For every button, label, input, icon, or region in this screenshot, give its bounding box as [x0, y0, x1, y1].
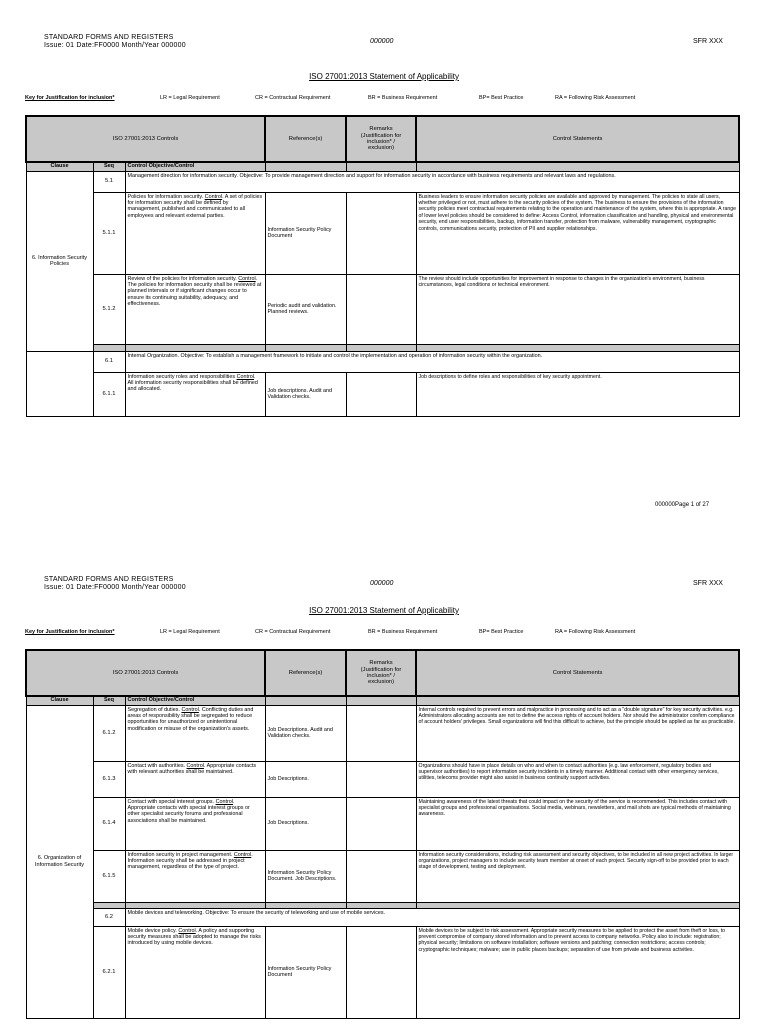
- remarks-line-3: inclusion* /: [367, 139, 396, 145]
- table-row: [26, 171, 739, 192]
- remarks-cell: [346, 926, 416, 1018]
- remarks-line-3: inclusion* /: [367, 673, 396, 679]
- document-title: ISO 27001:2013 Statement of Applicability: [309, 606, 459, 615]
- reference-cell: Job Descriptions. Audit and Validation checks.: [265, 705, 346, 761]
- header-references: Reference(s): [265, 116, 346, 162]
- objective-banner: Mobile devices and teleworking. Objective: To ensure the security of teleworking and use of mobile services.: [125, 908, 739, 926]
- statement-cell: Job descriptions to define roles and responsibilities of key security appointment.: [416, 372, 739, 416]
- subheader-clause: Clause: [26, 696, 93, 705]
- header-ref: SFR XXX: [693, 38, 723, 45]
- key-label: Key for Justification for inclusion*: [25, 95, 115, 101]
- reference-cell: Information Security Policy Document. Job Descriptions.: [265, 850, 346, 902]
- remarks-line-2: (Justification for: [360, 666, 402, 673]
- subheader-objective: Control Objective/Control: [125, 162, 265, 171]
- remarks-line-1: Remarks: [369, 126, 393, 133]
- control-cell: Review of the policies for information security. Control. The policies for information security shall be reviewed at planned intervals or if significant changes occur to ensure its continuing suitability, adequacy, and effectiveness.: [125, 274, 265, 344]
- header-title: STANDARD FORMS AND REGISTERS: [44, 34, 174, 41]
- key-lr: LR = Legal Requirement: [160, 629, 220, 635]
- table-row: [26, 761, 739, 797]
- control-cell: Information security in project management. Control. Information security shall be addressed in project management, regardless of the type of project.: [125, 850, 265, 902]
- header-ref: SFR XXX: [693, 580, 723, 587]
- header-remarks: [346, 116, 416, 162]
- objective-banner: Internal Organization. Objective: To establish a management framework to initiate and control the implementation and operation of information security within the organization.: [125, 351, 739, 372]
- header-code: 000000: [370, 580, 394, 587]
- control-cell: Contact with authorities. Control. Appropriate contacts with relevant authorities shall be maintained.: [125, 761, 265, 797]
- reference-cell: Information Security Policy Document: [265, 192, 346, 274]
- key-cr: CR = Contractual Requirement: [255, 629, 331, 635]
- header-title: STANDARD FORMS AND REGISTERS: [44, 576, 174, 583]
- control-cell: Mobile device policy. Control. A policy and supporting security measures shall be adopted to manage the risks introduced by using mobile devices.: [125, 926, 265, 1018]
- subheader-objective: Control Objective/Control: [125, 696, 265, 705]
- seq-cell: 6.1.2: [93, 705, 125, 761]
- control-cell: Segregation of duties. Control. Conflicting duties and areas of responsibility shall be segregated to reduce opportunities for unauthorized or unintentional modification or misuse of the organization's assets.: [125, 705, 265, 761]
- key-br: BR = Business Requirement: [368, 629, 438, 635]
- header-statements: Control Statements: [416, 650, 739, 696]
- subheader-seq: Seq: [93, 162, 125, 171]
- key-bp: BP= Best Practice: [479, 95, 524, 101]
- remarks-cell: [346, 850, 416, 902]
- doc-header-left: [44, 34, 186, 50]
- statement-cell: Maintaining awareness of the latest threats that could impact on the security of the service is recommended. This includes contact with specialist groups and professional organisations. Social media, webinars, newsletters, and mail shots are typical methods of maintaining awareness.: [416, 797, 739, 850]
- table-row: [26, 344, 739, 351]
- table-row: [26, 908, 739, 926]
- reference-cell: Periodic audit and validation. Planned reviews.: [265, 274, 346, 344]
- key-lr: LR = Legal Requirement: [160, 95, 220, 101]
- seq-cell: 5.1: [93, 171, 125, 192]
- seq-cell: 5.1.2: [93, 274, 125, 344]
- seq-cell: 6.1.5: [93, 850, 125, 902]
- header-issue: Issue: 01 Date:FF0000 Month/Year 000000: [44, 42, 186, 49]
- key-bp: BP= Best Practice: [479, 629, 524, 635]
- soa-table-page-1: [25, 115, 740, 417]
- document-title: ISO 27001:2013 Statement of Applicability: [309, 72, 459, 81]
- header-remarks: [346, 650, 416, 696]
- seq-cell: 5.1.1: [93, 192, 125, 274]
- remarks-cell: [346, 274, 416, 344]
- clause-cell: 6. Information Security Policies: [26, 171, 93, 351]
- key-label: Key for Justification for inclusion*: [25, 629, 115, 635]
- header-controls: ISO 27001:2013 Controls: [26, 650, 265, 696]
- objective-banner: Management direction for information security. Objective: To provide management direction and support for information security in accordance with business requirements and relevant laws and regulations.: [125, 171, 739, 192]
- table-row: [26, 192, 739, 274]
- reference-cell: Job Descriptions.: [265, 797, 346, 850]
- seq-cell: 6.1.3: [93, 761, 125, 797]
- control-cell: Information security roles and responsibilities Control. All information security responsibilities shall be defined and allocated.: [125, 372, 265, 416]
- page-2: [0, 540, 768, 1024]
- table-row: [26, 797, 739, 850]
- remarks-line-4: exclusion): [367, 679, 395, 686]
- key-ra: RA = Following Risk Assessment: [555, 629, 636, 635]
- control-cell: Contact with special interest groups. Control. Appropriate contacts with special interest groups or other specialist security forums and professional associations shall be maintained.: [125, 797, 265, 850]
- page-number: 000000Page 1 of 27: [655, 502, 710, 508]
- seq-cell: 6.2: [93, 908, 125, 926]
- statement-cell: Mobile devices to be subject to risk assessment. Appropriate security measures to be applied to protect the asset from theft or loss, to prevent compromise of company stored information and to prevent access to company networks. Policy also to include: registration; physical security; limitations on software installation; software versions and patching; connection restrictions; access controls; cryptographic techniques; malware; use in public places backups; separation of use from private and business activities.: [416, 926, 739, 1018]
- key-ra: RA = Following Risk Assessment: [555, 95, 636, 101]
- header-controls: ISO 27001:2013 Controls: [26, 116, 265, 162]
- table-row: [26, 274, 739, 344]
- table-row: [26, 705, 739, 761]
- remarks-line-1: Remarks: [369, 660, 393, 667]
- remarks-cell: [346, 192, 416, 274]
- doc-header-left: [44, 576, 186, 592]
- subheader-seq: Seq: [93, 696, 125, 705]
- header-statements: Control Statements: [416, 116, 739, 162]
- seq-cell: 6.1: [93, 351, 125, 372]
- control-cell: Policies for information security. Control. A set of policies for information security shall be defined by management, published and communicated to all employees and relevant external parties.: [125, 192, 265, 274]
- header-references: Reference(s): [265, 650, 346, 696]
- statement-cell: The review should include opportunities for improvement in response to changes in the organization's environment, business circumstances, legal conditions or technical environment.: [416, 274, 739, 344]
- soa-table-page-2: [25, 649, 740, 1019]
- subheader-clause: Clause: [26, 162, 93, 171]
- remarks-line-2: (Justification for: [360, 132, 402, 139]
- remarks-line-4: exclusion): [367, 145, 395, 152]
- remarks-cell: [346, 761, 416, 797]
- seq-cell: 6.1.4: [93, 797, 125, 850]
- table-row: [26, 372, 739, 416]
- remarks-cell: [346, 797, 416, 850]
- clause-cell: 6. Organization of Information Security: [26, 705, 93, 1018]
- table-row: [26, 351, 739, 372]
- clause-cell: [26, 351, 93, 416]
- seq-cell: 6.2.1: [93, 926, 125, 1018]
- table-row: [26, 926, 739, 1018]
- reference-cell: Information Security Policy Document: [265, 926, 346, 1018]
- remarks-cell: [346, 372, 416, 416]
- table-row: [26, 850, 739, 902]
- reference-cell: Job Descriptions.: [265, 761, 346, 797]
- statement-cell: Information security considerations, including risk assessment and security objectives, to be included in all new project activities. In larger organizations, project managers to include security team member at onset of each project. Security sign-off to be provided prior to each stage of development, testing and deployment.: [416, 850, 739, 902]
- header-issue: Issue: 01 Date:FF0000 Month/Year 000000: [44, 584, 186, 591]
- statement-cell: Organizations should have in place details on who and when to contact authorities (e.g. law enforcement, regulatory bodies and supervisor authorities) to report information security incidents in a timely manner. Additional contact with other emergency services, utilities, telecoms provider might also assist in business continuity support activities.: [416, 761, 739, 797]
- reference-cell: Job descriptions. Audit and Validation checks.: [265, 372, 346, 416]
- remarks-cell: [346, 705, 416, 761]
- statement-cell: Business leaders to ensure information security policies are available and approved by management. The policies to state all users, whether privileged or not, must adhere to the security policies of the system. The business to ensure the provisions of the information security policies meet contractual requirements relating to the operation and maintenance of the system, where this is appropriate. A range of lower level policies should be considered to define: Access Control, information classification and handling, physical and environmental security, end user responsibilities, backup, information transfer, protection from malware, vulnerability management, cryptographic controls, communications security, protection of PII and supplier relationships.: [416, 192, 739, 274]
- seq-cell: 6.1.1: [93, 372, 125, 416]
- key-cr: CR = Contractual Requirement: [255, 95, 331, 101]
- key-br: BR = Business Requirement: [368, 95, 438, 101]
- header-code: 000000: [370, 38, 394, 45]
- statement-cell: Internal controls required to prevent errors and malpractice in processing and to act as a "double signature" for key security activities. e.g. Administrators allocating accounts are not to define the access rights of account holders. Nor should the administrator confirm compliance of account holders' privileges. Small organizations will find this difficult to achieve, but the principle should be applied as far as practicable.: [416, 705, 739, 761]
